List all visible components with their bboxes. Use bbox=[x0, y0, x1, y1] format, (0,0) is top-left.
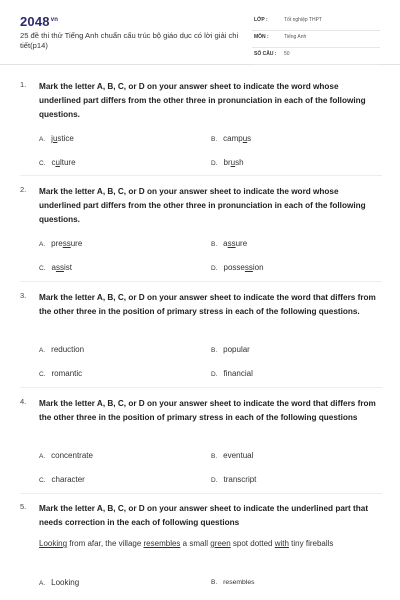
option-text: resembles bbox=[223, 579, 255, 586]
underlined-part: u bbox=[55, 158, 60, 167]
option-b[interactable] bbox=[211, 579, 255, 586]
logo-text: 2048 bbox=[20, 14, 50, 29]
option-text: lture bbox=[59, 158, 76, 167]
option-a[interactable] bbox=[39, 134, 74, 143]
option-letter: B. bbox=[211, 136, 218, 143]
logo-suffix: vn bbox=[50, 17, 59, 23]
option-text: eventual bbox=[223, 451, 254, 460]
option-letter: D. bbox=[211, 477, 218, 484]
divider bbox=[20, 175, 382, 176]
option-text: character bbox=[51, 475, 85, 484]
option-b[interactable] bbox=[211, 451, 253, 460]
option-text: sh bbox=[235, 158, 244, 167]
option-c[interactable] bbox=[39, 369, 82, 378]
question-text: Mark the letter A, B, C, or D on your answer sheet to indicate the word that differs from the other three in the position of primary stress in each of the following questions bbox=[39, 399, 376, 422]
option-letter: B. bbox=[211, 453, 218, 460]
option-d[interactable] bbox=[211, 369, 253, 378]
question-text: Mark the letter A, B, C, or D on your answer sheet to indicate the word that differs from the other three in the position of primary stress in each of the following questions. bbox=[39, 293, 376, 316]
option-text: ist bbox=[63, 263, 72, 272]
option-d[interactable] bbox=[211, 263, 264, 272]
option-letter: A. bbox=[39, 347, 46, 354]
info-label: LỚP : bbox=[254, 17, 268, 23]
option-a[interactable] bbox=[39, 578, 79, 587]
underlined-part: ss bbox=[244, 263, 253, 272]
underlined-part: u bbox=[242, 134, 248, 143]
option-text: financial bbox=[223, 369, 253, 378]
option-text: romantic bbox=[51, 369, 83, 378]
question-number: 4. bbox=[20, 397, 27, 406]
option-letter: C. bbox=[39, 371, 46, 378]
option-b[interactable] bbox=[211, 134, 251, 143]
option-text: a bbox=[223, 239, 228, 248]
option-letter: A. bbox=[39, 580, 46, 587]
option-text: ion bbox=[252, 263, 264, 272]
divider bbox=[20, 387, 382, 388]
option-c[interactable] bbox=[39, 475, 85, 484]
sentence-text: a small bbox=[180, 539, 211, 548]
exam-info bbox=[252, 14, 380, 65]
option-letter: B. bbox=[211, 347, 218, 354]
option-letter: A. bbox=[39, 453, 46, 460]
option-letter: D. bbox=[211, 265, 218, 272]
info-label: SỐ CÂU : bbox=[254, 51, 277, 57]
question-text: Mark the letter A, B, C, or D on your answer sheet to indicate the underlined part that needs correction in the each of following questions bbox=[39, 504, 369, 527]
info-value: Tiếng Anh bbox=[284, 34, 307, 40]
sentence-text: tiny fireballs bbox=[288, 539, 334, 548]
underlined-part: ss bbox=[227, 239, 236, 248]
info-value: 50 bbox=[284, 51, 290, 57]
info-row-subject bbox=[252, 31, 380, 48]
underlined-part: ss bbox=[62, 239, 71, 248]
option-letter: A. bbox=[39, 136, 46, 143]
info-row-count bbox=[252, 48, 380, 65]
option-b[interactable] bbox=[211, 239, 247, 248]
question-number: 3. bbox=[20, 291, 27, 300]
question-text: Mark the letter A, B, C, or D on your answer sheet to indicate the word whose underlined part differs from the other three in pronunciation in each of the following questions. bbox=[39, 82, 366, 119]
option-letter: D. bbox=[211, 160, 218, 167]
page-title: 25 đề thi thử Tiếng Anh chuẩn cấu trúc bộ giáo dục có lời giải chi tiết(p14) bbox=[20, 31, 239, 50]
option-text: ure bbox=[70, 239, 83, 248]
option-d[interactable] bbox=[211, 475, 256, 484]
option-text: s bbox=[247, 134, 252, 143]
option-text: pre bbox=[51, 239, 63, 248]
question-number: 1. bbox=[20, 80, 27, 89]
option-text: reduction bbox=[51, 345, 85, 354]
option-text: Looking bbox=[51, 578, 80, 587]
question-number: 2. bbox=[20, 185, 27, 194]
header bbox=[0, 0, 400, 65]
option-a[interactable] bbox=[39, 345, 84, 354]
sentence-text: spot dotted bbox=[230, 539, 275, 548]
question-number: 5. bbox=[20, 502, 27, 511]
option-text: transcript bbox=[223, 475, 257, 484]
divider bbox=[20, 281, 382, 282]
option-text: posse bbox=[223, 263, 245, 272]
option-c[interactable] bbox=[39, 158, 76, 167]
site-logo[interactable] bbox=[20, 14, 58, 29]
option-letter: C. bbox=[39, 477, 46, 484]
question-sentence bbox=[39, 537, 379, 551]
underlined-part: resembles bbox=[143, 539, 181, 548]
underlined-part: ss bbox=[55, 263, 64, 272]
underlined-part: Looking bbox=[39, 539, 68, 548]
option-letter: D. bbox=[211, 371, 218, 378]
sentence-text: from afar, the village bbox=[67, 539, 144, 548]
option-text: stice bbox=[57, 134, 74, 143]
underlined-part: u bbox=[52, 134, 58, 143]
option-text: j bbox=[51, 134, 53, 143]
option-text: c bbox=[51, 158, 56, 167]
underlined-part: with bbox=[274, 539, 289, 548]
option-c[interactable] bbox=[39, 263, 72, 272]
underlined-part: green bbox=[210, 539, 231, 548]
underlined-part: u bbox=[230, 158, 236, 167]
option-letter: C. bbox=[39, 265, 46, 272]
option-text: a bbox=[51, 263, 56, 272]
option-letter: B. bbox=[211, 241, 218, 248]
info-value: Tốt nghiệp THPT bbox=[284, 17, 322, 23]
option-letter: A. bbox=[39, 241, 46, 248]
info-label: MÔN : bbox=[254, 34, 269, 40]
option-d[interactable] bbox=[211, 158, 244, 167]
option-letter: B. bbox=[211, 579, 218, 586]
divider bbox=[20, 493, 382, 494]
option-text: camp bbox=[223, 134, 243, 143]
option-text: ure bbox=[235, 239, 248, 248]
question-text: Mark the letter A, B, C, or D on your answer sheet to indicate the word whose underlined part differs from the other three in pronunciation in each of the following questions. bbox=[39, 187, 366, 224]
option-letter: C. bbox=[39, 160, 46, 167]
option-text: popular bbox=[223, 345, 250, 354]
option-text: br bbox=[223, 158, 231, 167]
info-row-class bbox=[252, 14, 380, 31]
option-text: concentrate bbox=[51, 451, 93, 460]
option-b[interactable] bbox=[211, 345, 250, 354]
option-a[interactable] bbox=[39, 451, 93, 460]
option-a[interactable] bbox=[39, 239, 82, 248]
